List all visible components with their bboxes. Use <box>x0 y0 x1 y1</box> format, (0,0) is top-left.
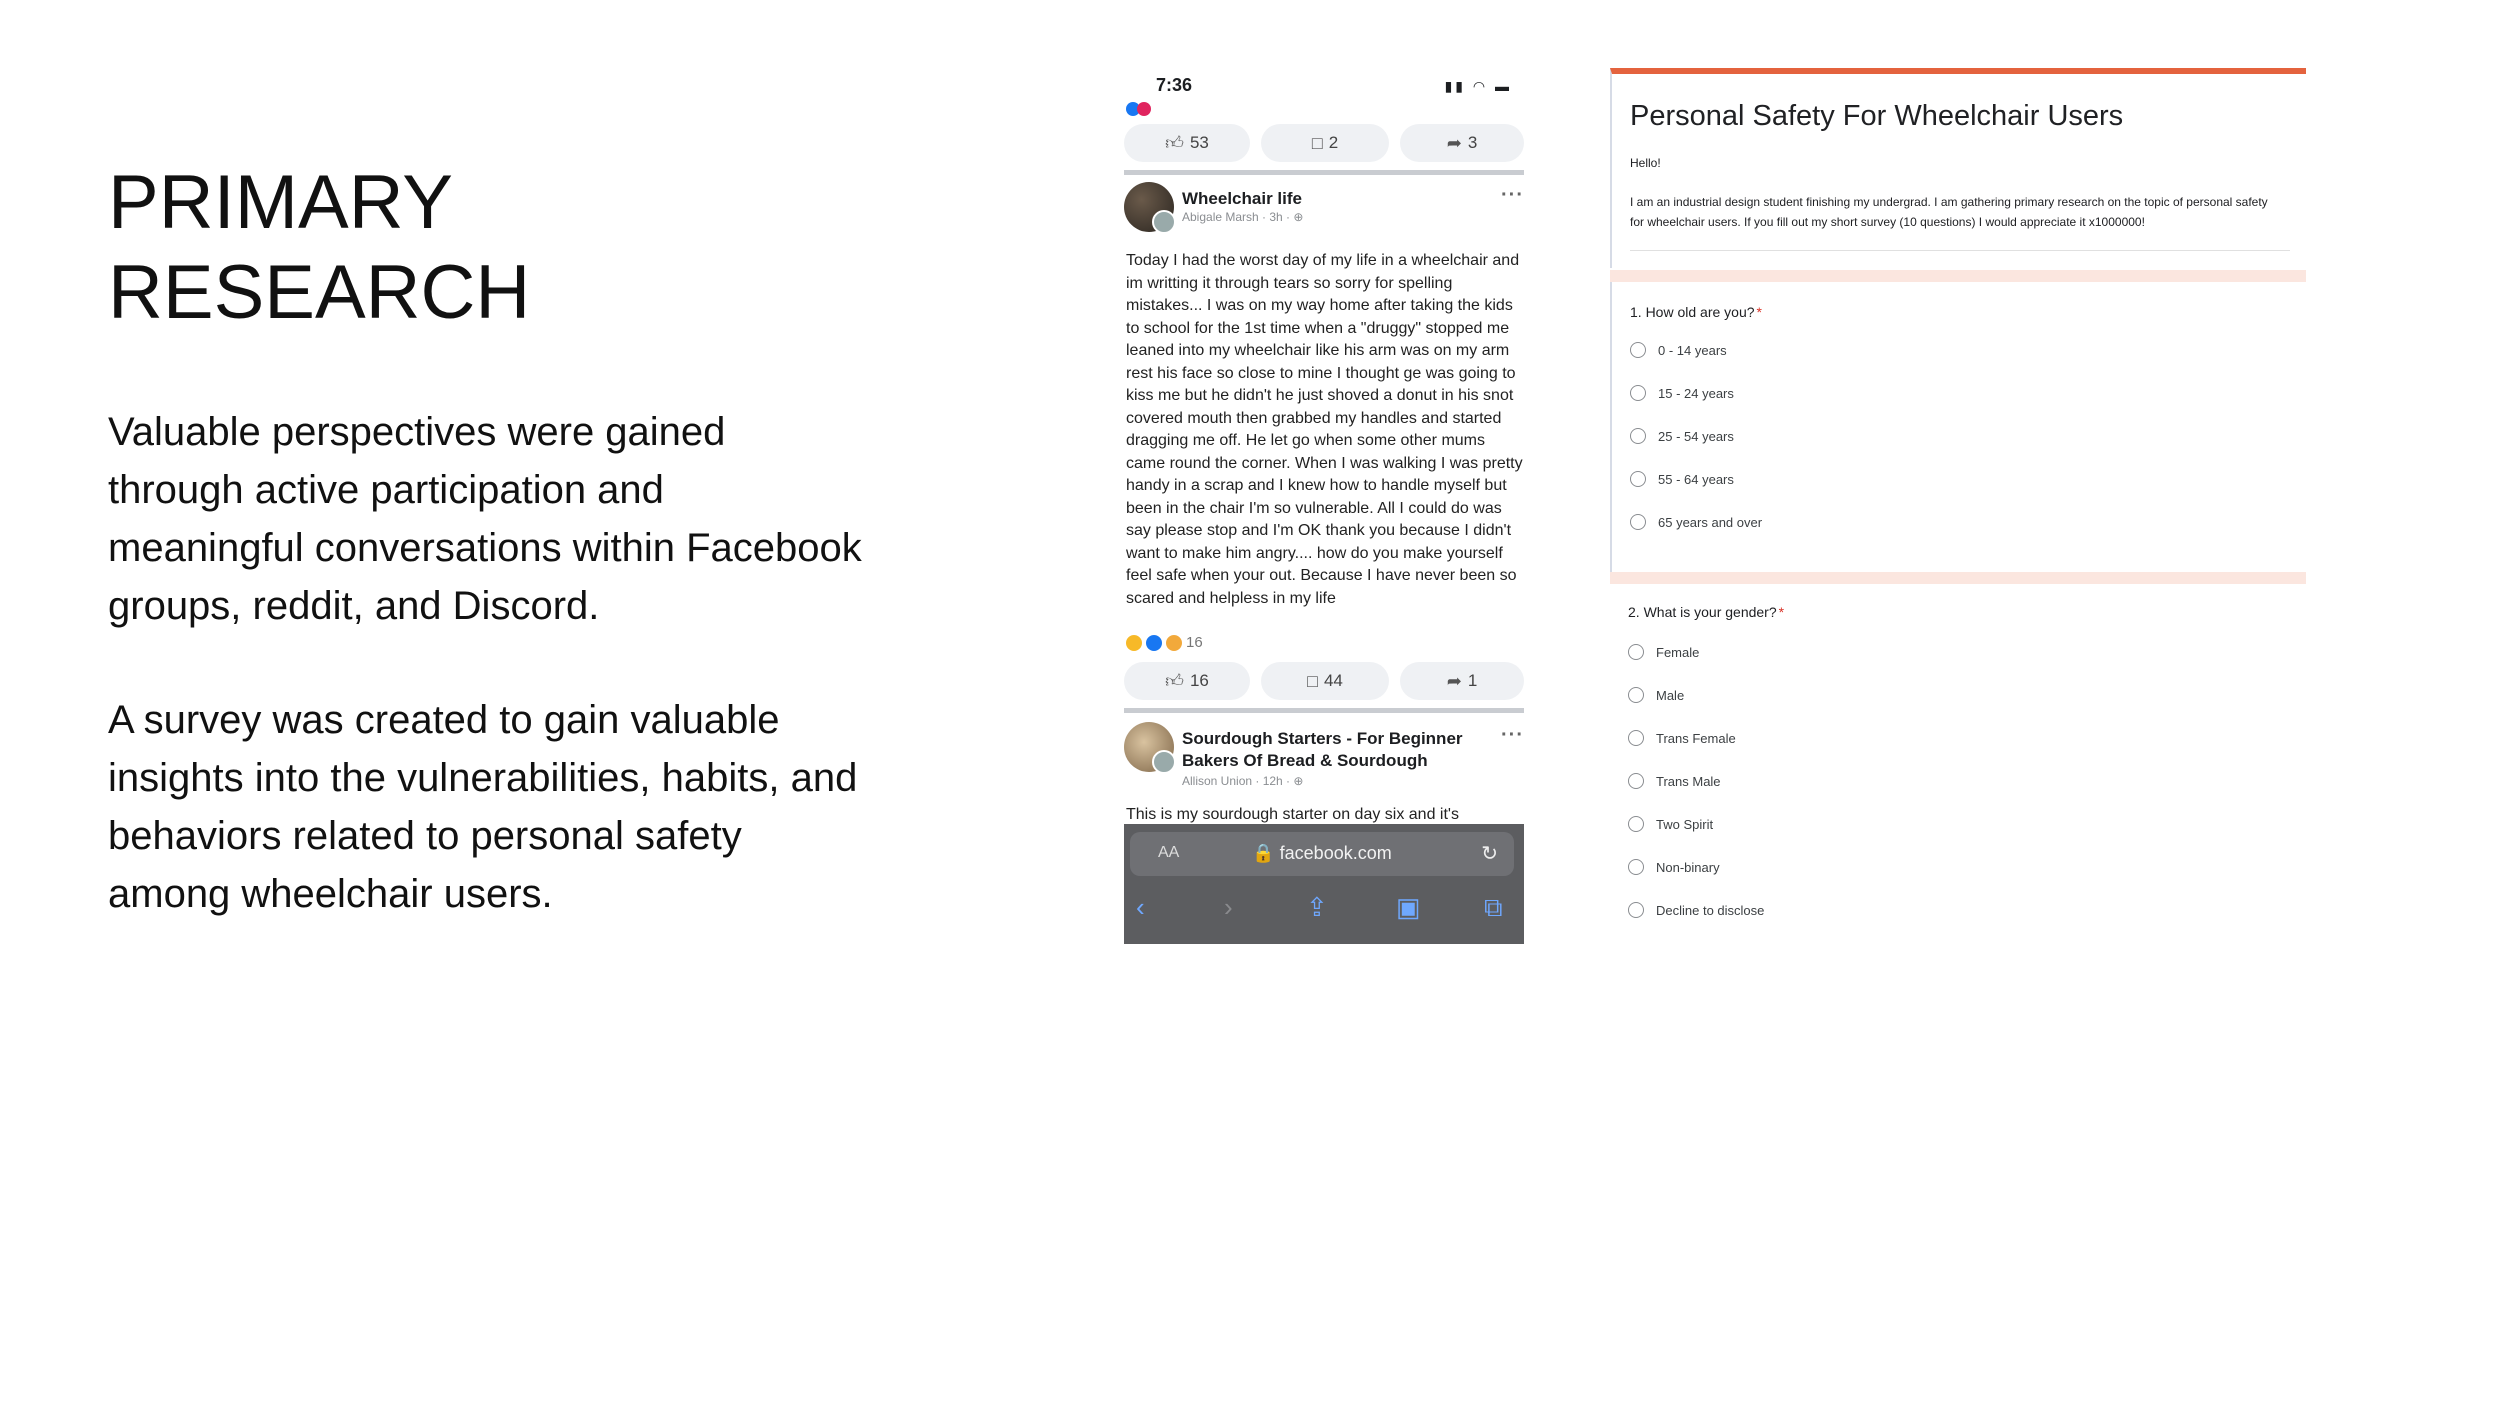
like-button[interactable] <box>1124 662 1250 700</box>
gender-option[interactable] <box>1628 902 1764 918</box>
radio-button[interactable] <box>1630 385 1646 401</box>
option-label: 25 - 54 years <box>1658 428 1734 444</box>
form-description: I am an industrial design student finishing my undergrad. I am gathering primary research on the topic of personal safety for wheelchair users. If you fill out my short survey (10 questions) I would appreciate it x1000000! <box>1630 195 2268 229</box>
question-text: 1. How old are you? <box>1630 304 1755 320</box>
haha-reaction-icon <box>1126 635 1142 651</box>
required-mark: * <box>1756 304 1762 320</box>
form-title: Personal Safety For Wheelchair Users <box>1630 100 2124 132</box>
option-label: 65 years and over <box>1658 514 1763 530</box>
post-actions <box>1124 662 1524 702</box>
post-body: This is my sourdough starter on day six and it's <box>1126 806 1459 823</box>
gender-option[interactable] <box>1628 773 1721 789</box>
option-label: Female <box>1656 644 1700 660</box>
like-count: 53 <box>1189 133 1209 152</box>
signal-wifi-battery-icon: ▮▮ ◠ ▬ <box>1444 78 1512 94</box>
post-body: Today I had the worst day of my life in a wheelchair and im writting it through tears so sorry for spelling mistakes... I was on my way home after taking the kids to school for the 1st time when a "druggy" stopped me leaned into my wheelchair like his arm was on my arm rest his face so close to mine I thought ge was going to kiss me but he didn't he just shoved a donut in his snot covered mouth then grabbed my handles and started dragging me off. He let go when some other mums came round the corner. When I was walking I was pretty handy in a scrap and I knew how to handle myself but been in the chair I'm so vulnerable. All I could do was say please stop and I'm OK thank you because I didn't want to make him angry.... how do you make yourself feel safe when your out. Because I have never been so scared and helpless in my life <box>1126 252 1523 607</box>
forward-icon[interactable]: › <box>1224 892 1233 922</box>
form-header <box>1610 68 2306 268</box>
post-actions <box>1124 124 1524 164</box>
group-name[interactable]: Sourdough Starters - For Beginner Bakers Of Bread & Sourdough <box>1182 729 1463 770</box>
age-option[interactable] <box>1630 514 1762 530</box>
radio-button[interactable] <box>1628 644 1644 660</box>
reaction-icons <box>1126 102 1186 116</box>
post-divider <box>1124 170 1524 175</box>
comment-count: 44 <box>1323 671 1343 690</box>
option-label: Two Spirit <box>1656 816 1714 832</box>
option-label: 0 - 14 years <box>1658 342 1727 358</box>
browser-nav <box>1124 888 1524 928</box>
section-separator <box>1610 572 2306 584</box>
radio-button[interactable] <box>1630 514 1646 530</box>
sad-reaction-icon <box>1166 635 1182 651</box>
option-label: Non-binary <box>1656 859 1720 875</box>
reload-icon[interactable]: ↻ <box>1481 843 1498 865</box>
radio-button[interactable] <box>1628 816 1644 832</box>
love-reaction-icon <box>1137 102 1151 116</box>
radio-button[interactable] <box>1628 687 1644 703</box>
option-label: Trans Female <box>1656 730 1736 746</box>
question-age <box>1610 282 2306 572</box>
option-label: 15 - 24 years <box>1658 385 1734 401</box>
comment-count: 2 <box>1328 133 1339 152</box>
thumbs-up-icon: 👍︎ <box>1165 671 1184 691</box>
status-time: 7:36 <box>1156 75 1193 95</box>
post-header <box>1124 182 1524 242</box>
more-options-icon[interactable]: ··· <box>1501 184 1524 206</box>
age-option[interactable] <box>1630 385 1734 401</box>
status-bar <box>1124 72 1524 102</box>
share-button[interactable] <box>1400 662 1524 700</box>
radio-button[interactable] <box>1628 773 1644 789</box>
radio-button[interactable] <box>1628 902 1644 918</box>
age-option[interactable] <box>1630 342 1727 358</box>
share-icon: ➦ <box>1446 670 1462 691</box>
user-avatar[interactable] <box>1152 210 1176 234</box>
option-label: Trans Male <box>1656 773 1721 789</box>
post-divider <box>1124 708 1524 713</box>
description-divider <box>1630 250 2290 251</box>
question-title <box>1628 604 1784 620</box>
group-name[interactable]: Wheelchair life <box>1182 189 1302 208</box>
more-options-icon[interactable]: ··· <box>1501 724 1524 746</box>
radio-button[interactable] <box>1628 730 1644 746</box>
heading-line-1: PRIMARY <box>108 160 453 245</box>
thumbs-up-icon: 👍︎ <box>1165 133 1184 153</box>
radio-button[interactable] <box>1630 471 1646 487</box>
option-label: 55 - 64 years <box>1658 471 1734 487</box>
radio-button[interactable] <box>1630 342 1646 358</box>
question-gender <box>1610 584 2306 944</box>
paragraph-perspectives: Valuable perspectives were gained through active participation and meaningful conversations within Facebook groups, reddit, and Discord. <box>108 410 862 628</box>
share-count: 1 <box>1467 671 1478 690</box>
like-count: 16 <box>1189 671 1209 690</box>
gender-option[interactable] <box>1628 816 1713 832</box>
bookmarks-icon[interactable]: ▣ <box>1396 892 1421 922</box>
option-label: Decline to disclose <box>1656 902 1765 918</box>
back-icon[interactable]: ‹ <box>1136 892 1145 922</box>
reaction-summary[interactable] <box>1126 634 1203 651</box>
radio-button[interactable] <box>1630 428 1646 444</box>
tabs-icon[interactable]: ⧉ <box>1484 892 1503 922</box>
like-button[interactable] <box>1124 124 1250 162</box>
reaction-count: 16 <box>1186 634 1203 651</box>
comment-icon: □ <box>1307 670 1318 691</box>
google-form-screenshot <box>1610 68 2306 944</box>
heading-line-2: RESEARCH <box>108 250 531 335</box>
slide-heading <box>108 158 808 338</box>
radio-button[interactable] <box>1628 859 1644 875</box>
option-label: Male <box>1656 687 1685 703</box>
gender-option[interactable] <box>1628 687 1684 703</box>
form-greeting: Hello! <box>1630 156 1661 170</box>
comment-button[interactable] <box>1261 124 1389 162</box>
required-mark: * <box>1778 604 1785 620</box>
post-header <box>1124 722 1524 788</box>
post-meta: Allison Union · 12h · ⊕ <box>1182 774 1304 788</box>
gender-option[interactable] <box>1628 859 1720 875</box>
gender-option[interactable] <box>1628 644 1699 660</box>
post-meta: Abigale Marsh · 3h · ⊕ <box>1182 210 1304 224</box>
share-sheet-icon[interactable]: ⇪ <box>1306 892 1328 922</box>
safari-toolbar <box>1124 824 1524 944</box>
share-count: 3 <box>1467 133 1478 152</box>
facebook-phone-screenshot <box>1124 72 1524 944</box>
share-icon: ➦ <box>1446 132 1462 153</box>
share-button[interactable] <box>1400 124 1524 162</box>
reader-text-size-button[interactable]: AA <box>1158 844 1180 861</box>
comment-icon: □ <box>1311 132 1323 153</box>
user-avatar[interactable] <box>1152 750 1176 774</box>
gender-option[interactable] <box>1628 730 1736 746</box>
address-bar[interactable] <box>1130 832 1514 876</box>
question-title <box>1630 304 1762 320</box>
age-option[interactable] <box>1630 428 1734 444</box>
paragraph-survey: A survey was created to gain valuable insights into the vulnerabilities, habits, and behaviors related to personal safety among wheelchair users. <box>108 698 858 916</box>
age-option[interactable] <box>1630 471 1734 487</box>
question-text: 2. What is your gender? <box>1628 604 1777 620</box>
url-text[interactable]: 🔒 facebook.com <box>1252 843 1392 863</box>
section-separator <box>1610 270 2306 282</box>
comment-button[interactable] <box>1261 662 1389 700</box>
like-reaction-icon <box>1146 635 1162 651</box>
